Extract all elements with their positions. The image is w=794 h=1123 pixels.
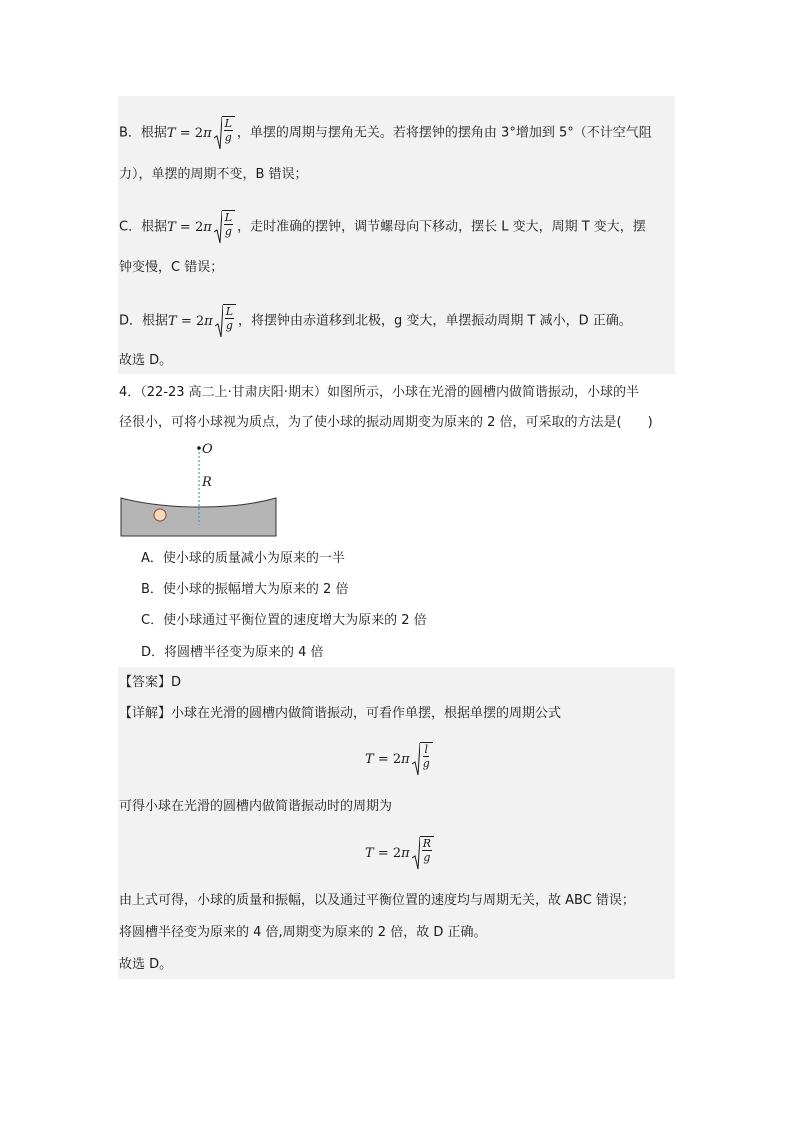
formula-period-R: T = 2π $\frac{R}{g}$ [365, 836, 436, 870]
formula-period-L: T = 2π $\frac{L}{g}$ [167, 220, 237, 235]
radius-r-label: R [202, 475, 212, 490]
solution3-b-line1: B．根据T = 2π $\frac{L}{g}$ ，单摆的周期与摆角无关。若将摆钟的摆角由 3°增加到 5°（不计空气阻 [119, 116, 652, 150]
answer-conclusion: 故选 D。 [119, 957, 173, 972]
solution3-c-line2: 钟变慢，C 错误； [119, 260, 224, 275]
formula-period-L: T = 2π $\frac{L}{g}$ [168, 314, 238, 329]
detail-line4: 将圆槽半径变为原来的 4 倍,周期变为原来的 2 倍，故 D 正确。 [119, 925, 487, 940]
option-d: D．将圆槽半径变为原来的 4 倍 [141, 645, 324, 660]
circular-groove-figure [118, 438, 282, 540]
option-a: A．使小球的质量减小为原来的一半 [141, 551, 345, 566]
answer-line: 【答案】D [119, 675, 182, 690]
formula-period-L: T = 2π $\frac{L}{g}$ [167, 126, 237, 141]
point-o-label: O [202, 442, 213, 457]
detail-line2: 可得小球在光滑的圆槽内做简谐振动时的周期为 [119, 799, 393, 814]
option-c: C．使小球通过平衡位置的速度增大为原来的 2 倍 [141, 613, 427, 628]
option-b: B．使小球的振幅增大为原来的 2 倍 [141, 582, 349, 597]
solution3-conclusion: 故选 D。 [119, 353, 173, 368]
question4-stem-line1: 4．（22-23 高二上·甘肃庆阳·期末）如图所示，小球在光滑的圆槽内做简谐振动，小球的半 [119, 385, 639, 400]
solution3-b-line2: 力），单摆的周期不变，B 错误； [119, 167, 308, 182]
center-point [197, 446, 201, 450]
solution3-d-line1: D．根据T = 2π $\frac{L}{g}$ ，将摆钟由赤道移到北极，g 变大，单摆振动周期 T 减小，D 正确。 [119, 304, 632, 338]
question4-stem-line2: 径很小，可将小球视为质点，为了使小球的振动周期变为原来的 2 倍，可采取的方法是( ) [119, 415, 653, 430]
small-ball [154, 509, 166, 521]
formula-period-l: T = 2π $\frac{l}{g}$ [365, 742, 435, 776]
solution3-c-line1: C．根据T = 2π $\frac{L}{g}$ ，走时准确的摆钟，调节螺母向下移动，摆长 L 变大，周期 T 变大，摆 [119, 210, 646, 244]
detail-line1: 【详解】小球在光滑的圆槽内做简谐振动，可看作单摆，根据单摆的周期公式 [119, 706, 562, 721]
detail-line3: 由上式可得，小球的质量和振幅，以及通过平衡位置的速度均与周期无关，故 ABC 错误； [119, 893, 635, 908]
